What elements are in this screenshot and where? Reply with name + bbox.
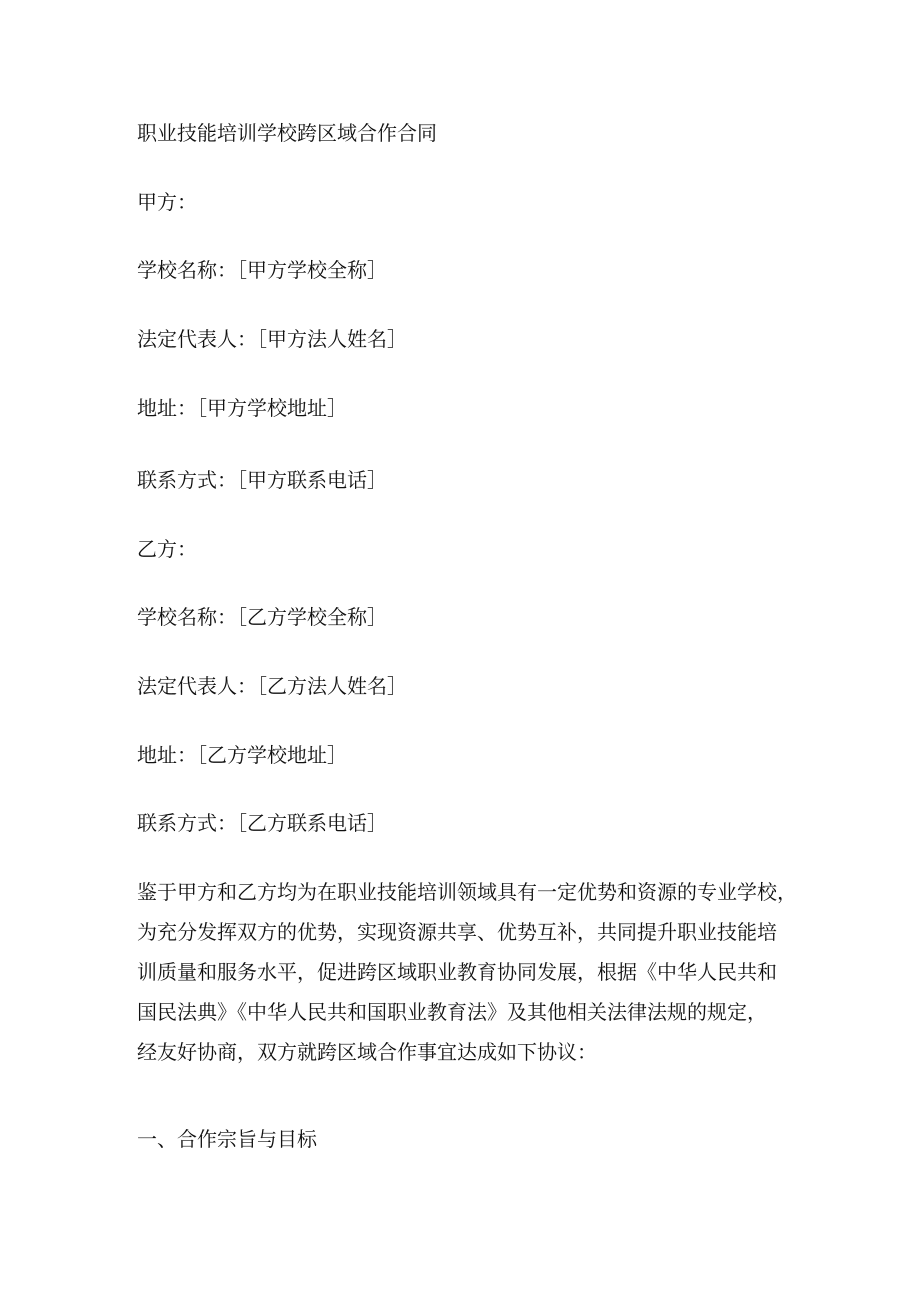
party-b-school-name: 学校名称：［乙方学校全称］ bbox=[137, 605, 387, 629]
preamble-line: 为充分发挥双方的优势，实现资源共享、优势互补，共同提升职业技能培 bbox=[137, 920, 777, 944]
preamble-line: 国民法典》《中华人民共和国职业教育法》及其他相关法律法规的规定， bbox=[137, 1000, 767, 1024]
party-b-contact: 联系方式：［乙方联系电话］ bbox=[137, 811, 387, 835]
party-a-legal-rep: 法定代表人：［甲方法人姓名］ bbox=[137, 327, 407, 351]
party-a-school-name: 学校名称：［甲方学校全称］ bbox=[137, 258, 387, 282]
party-a-address: 地址：［甲方学校地址］ bbox=[137, 396, 347, 420]
preamble-line: 训质量和服务水平，促进跨区域职业教育协同发展，根据《中华人民共和 bbox=[137, 960, 777, 984]
party-b-address: 地址：［乙方学校地址］ bbox=[137, 743, 347, 767]
preamble-line: 经友好协商，双方就跨区域合作事宜达成如下协议： bbox=[137, 1040, 597, 1064]
party-a-contact: 联系方式：［甲方联系电话］ bbox=[137, 468, 387, 492]
section-1-heading: 一、合作宗旨与目标 bbox=[137, 1127, 317, 1151]
preamble-paragraph bbox=[137, 872, 797, 1072]
party-b-heading: 乙方： bbox=[137, 537, 197, 561]
party-b-legal-rep: 法定代表人：［乙方法人姓名］ bbox=[137, 674, 407, 698]
contract-title: 职业技能培训学校跨区域合作合同 bbox=[137, 121, 437, 145]
preamble-line: 鉴于甲方和乙方均为在职业技能培训领域具有一定优势和资源的专业学校， bbox=[137, 880, 797, 904]
party-a-heading: 甲方： bbox=[137, 190, 197, 214]
